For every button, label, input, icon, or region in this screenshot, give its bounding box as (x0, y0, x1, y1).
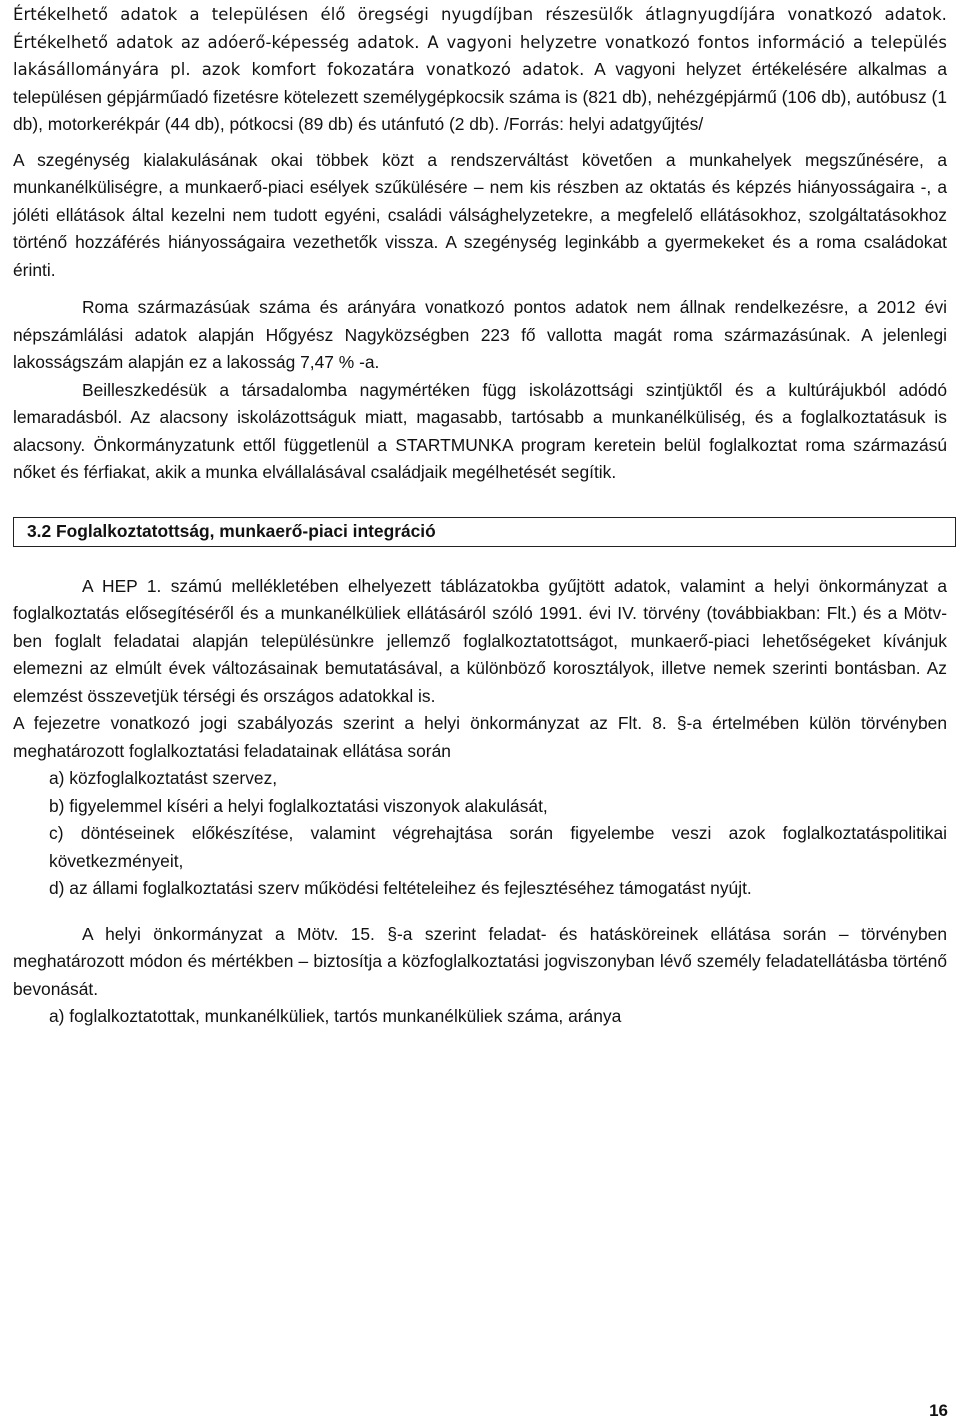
document-page (13, 0, 947, 1031)
paragraph-roma-population: Roma származásúak száma és arányára vonatkozó pontos adatok nem állnak rendelkezésre, a 2012 évi népszámlálási adatok alapján Hőgyész Nagyközségben 223 fő vallotta magát roma származásúnak. A jelenlegi lakosságszám alapján ez a lakosság 7,47 % -a. (13, 297, 947, 372)
list-item: b) figyelemmel kíséri a helyi foglalkoztatási viszonyok alakulását, (49, 795, 548, 816)
paragraph-mtv-duties: A helyi önkormányzat a Mötv. 15. §-a szerint feladat- és hatásköreinek ellátása során – törvényben meghatározott módon és mértékben – biztosítja a közfoglalkoztatási jogviszonyban lévő személy feladatellátásba történő bevonását. (13, 923, 947, 999)
section-heading: 3.2 Foglalkoztatottság, munkaerő-piaci integráció (27, 521, 436, 541)
paragraph-legal-basis: A fejezetre vonatkozó jogi szabályozás szerint a helyi önkormányzat az Flt. 8. §-a értelmében külön törvényben meghatározott foglalkoztatási feladatainak ellátása során (13, 713, 947, 761)
page-number: 16 (929, 1401, 948, 1420)
paragraph-wealth-vehicles: A vagyoni helyzet értékelésére alkalmas a településen gépjárműadó fizetésre kötelezett személygépkocsik száma is (821 db), nehézgépjármű (106 db), autóbusz (1 db), motorkerékpár (44 db), pótkocsi (89 db) és utánfutó (2 db). /Forrás: helyi adatgyűjtés/ (13, 59, 947, 134)
paragraph-hep-analysis: A HEP 1. számú mellékletében elhelyezett táblázatokba gyűjtött adatok, valamint a helyi önkormányzat a foglalkoztatás elősegítéséről és a munkanélküliek ellátásáról szóló 1991. évi IV. törvény (továbbiakban: Flt.) és a Mötv-ben foglalt feladatai alapján településünkre jellemző foglalkoztatottságot, munkaerő-piaci lehetőségeket kívánjuk elemezni az elmúlt évek változásainak bemutatásával, a különböző korosztályok, illetve nemek szerinti bontásban. Az elemzést összevetjük térségi és országos adatokkal is. (13, 575, 947, 706)
paragraph-wealth-intro: Értékelhető adatok a településen élő öregségi nyugdíjban részesülők átlagnyugdíjára vonatkozó adatok. Értékelhető adatok az adóerő-képesség adatok. A vagyoni helyzetre vonatkozó fontos információ a település lakásállományára pl. azok komfort fokozatára vonatkozó adatok. (13, 5, 947, 79)
paragraph-wealth-data (13, 0, 947, 139)
paragraph-roma-integration: Beilleszkedésük a társadalomba nagymértéken függ iskolázottsági szintjüktől és a kultúrájukból adódó lemaradásból. Az alacsony iskolázottságuk miatt, magasabb, tartósabb a munkanélküliség, és a foglalkoztatásuk is alacsony. Önkormányzatunk ettől függetlenül a STARTMUNKA program keretein belül foglalkoztat roma származású nőket és férfiakat, akik a munka elvállalásával családjaik megélhetését segítik. (13, 379, 947, 482)
paragraph-poverty-causes: A szegénység kialakulásának okai többek közt a rendszerváltást követően a munkahelyek megszűnésére, a munkanélküliségre, a munkaerő-piaci esélyek szűkülésére – nem kis részben az oktatás és képzés hiányosságaira -, a jóléti ellátások által kezelni nem tudott egyéni, családi válsághelyzetekre, a megfelelő ellátásokhoz, szolgáltatásokhoz történő hozzáférés hiányosságaira vezethetők vissza. A szegénység leginkább a gyermekeket és a roma családokat érinti. (13, 149, 947, 280)
list-item: c) döntéseinek előkészítése, valamint végrehajtása során figyelembe veszi azok foglalkoztatáspolitikai következményeit, (49, 823, 947, 871)
list-item: a) közfoglalkoztatást szervez, (49, 768, 278, 788)
list-item: d) az állami foglalkoztatási szerv működési feltételeihez és fejlesztéséhez támogatást nyújt. (49, 878, 752, 898)
section-heading-box (13, 517, 956, 547)
list-item: a) foglalkoztatottak, munkanélküliek, tartós munkanélküliek száma, aránya (49, 1006, 622, 1026)
